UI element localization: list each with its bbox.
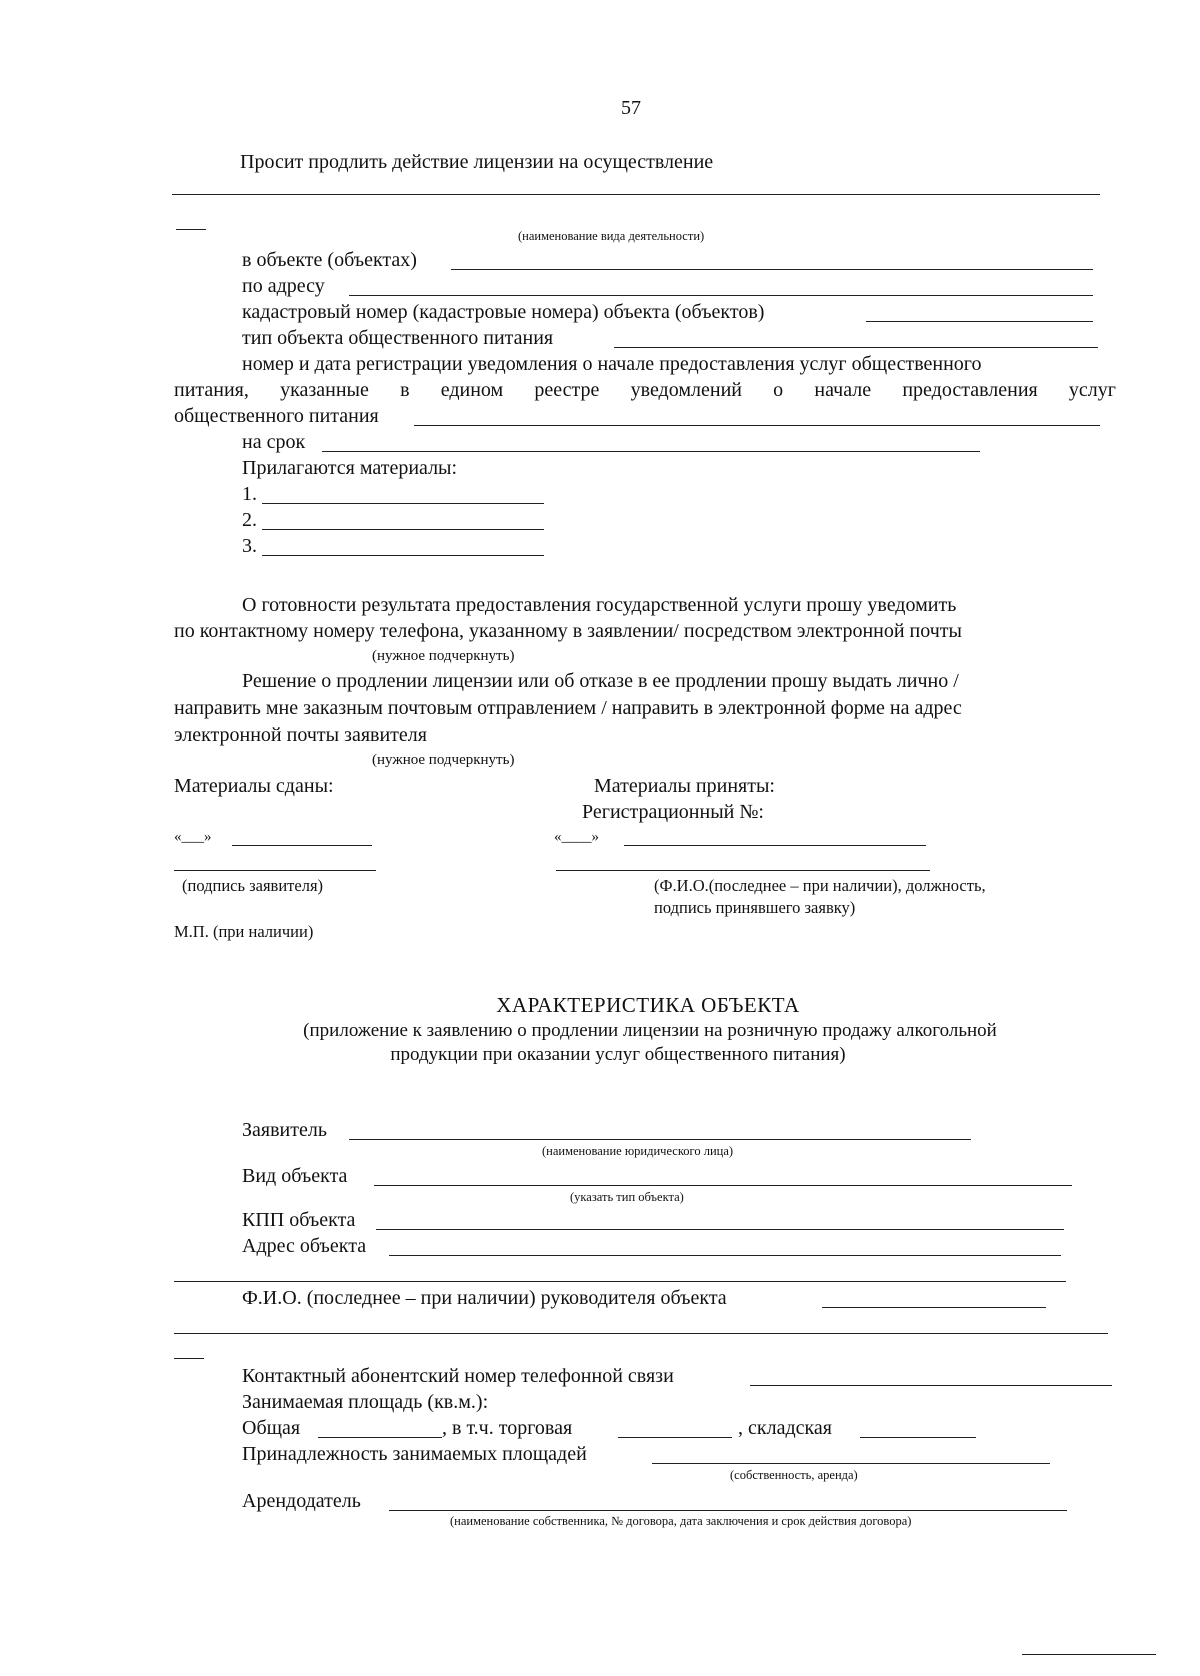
- catering-type-label: тип объекта общественного питания: [242, 327, 554, 349]
- area-label: Занимаемая площадь (кв.м.):: [242, 1391, 489, 1413]
- request-intro: Просит продлить действие лицензии на осуществление: [240, 151, 714, 173]
- activity-caption: (наименование вида деятельности): [518, 229, 705, 243]
- manager-label: Ф.И.О. (последнее – при наличии) руководителя объекта: [242, 1287, 727, 1309]
- date-right-line[interactable]: [624, 845, 926, 846]
- applicant-label: Заявитель: [242, 1119, 327, 1141]
- area-retail-label: , в т.ч. торговая: [442, 1417, 573, 1439]
- notify-line2: по контактному номеру телефона, указанному в заявлении/ посредством электронной почты: [174, 620, 962, 642]
- characteristics-subtitle-line1: (приложение к заявлению о продлении лицензии на розничную продажу алкогольной: [303, 1020, 997, 1041]
- area-total-line[interactable]: [318, 1437, 442, 1438]
- applicant-caption: (наименование юридического лица): [542, 1144, 734, 1158]
- area-storage-line[interactable]: [860, 1437, 976, 1438]
- seal-caption: М.П. (при наличии): [174, 922, 314, 941]
- materials-accepted-label: Материалы приняты:: [594, 775, 775, 797]
- object-type-caption: (указать тип объекта): [570, 1190, 684, 1204]
- manager-line-2[interactable]: [174, 1333, 1108, 1334]
- object-type-line[interactable]: [374, 1185, 1072, 1186]
- area-total-label: Общая: [242, 1417, 301, 1439]
- term-label: на срок: [242, 431, 306, 453]
- landlord-label: Арендодатель: [242, 1490, 361, 1512]
- date-right: «____»: [554, 829, 599, 845]
- margin-dash: [176, 229, 206, 230]
- ownership-label: Принадлежность занимаемых площадей: [242, 1443, 587, 1465]
- phone-label: Контактный абонентский номер телефонной связи: [242, 1365, 674, 1387]
- margin-dash-2: [174, 1358, 204, 1359]
- characteristics-title: ХАРАКТЕРИСТИКА ОБЪЕКТА: [496, 993, 800, 1017]
- attachments-label: Прилагаются материалы:: [242, 457, 458, 479]
- address-line[interactable]: [349, 295, 1093, 296]
- activity-line[interactable]: [172, 194, 1100, 195]
- materials-submitted-label: Материалы сданы:: [174, 775, 334, 797]
- decision-line1: Решение о продлении лицензии или об отказе в ее продлении прошу выдать лично /: [242, 670, 959, 692]
- decision-line3: электронной почты заявителя: [174, 724, 427, 746]
- notification-line2: питания, указанные в едином реестре уведомлений о начале предоставления услуг: [174, 379, 1116, 401]
- landlord-line[interactable]: [389, 1510, 1067, 1511]
- object-address-line-2[interactable]: [174, 1281, 1066, 1282]
- ownership-line[interactable]: [652, 1463, 1050, 1464]
- decision-line2: направить мне заказным почтовым отправлением / направить в электронной форме на адрес: [174, 697, 962, 719]
- attachment-3-line[interactable]: [262, 555, 544, 556]
- kpp-line[interactable]: [376, 1229, 1064, 1230]
- manager-line[interactable]: [822, 1307, 1046, 1308]
- applicant-signature-caption: (подпись заявителя): [182, 876, 324, 895]
- date-left: «___»: [174, 829, 212, 845]
- notify-hint: (нужное подчеркнуть): [372, 648, 515, 664]
- registration-number-label: Регистрационный №:: [582, 801, 764, 823]
- address-label: по адресу: [242, 275, 325, 297]
- object-label: в объекте (объектах): [242, 249, 417, 271]
- notification-line[interactable]: [414, 425, 1100, 426]
- notify-line1: О готовности результата предоставления государственной услуги прошу уведомить: [242, 594, 957, 616]
- notification-line3: общественного питания: [174, 405, 379, 427]
- phone-line[interactable]: [750, 1385, 1112, 1386]
- acceptor-caption-line1: (Ф.И.О.(последнее – при наличии), должность,: [654, 876, 986, 895]
- ownership-caption: (собственность, аренда): [730, 1468, 858, 1482]
- page-number: 57: [621, 97, 641, 119]
- area-retail-line[interactable]: [618, 1437, 732, 1438]
- cadastral-line[interactable]: [866, 321, 1093, 322]
- decision-hint: (нужное подчеркнуть): [372, 752, 515, 768]
- applicant-signature-line[interactable]: [174, 870, 376, 871]
- characteristics-subtitle-line2: продукции при оказании услуг общественного питания): [390, 1044, 846, 1065]
- catering-type-line[interactable]: [614, 347, 1098, 348]
- acceptor-signature-line[interactable]: [556, 870, 930, 871]
- landlord-caption: (наименование собственника, № договора, дата заключения и срок действия договора): [450, 1514, 912, 1528]
- kpp-label: КПП объекта: [242, 1209, 356, 1231]
- attachment-2-line[interactable]: [262, 529, 544, 530]
- date-left-line[interactable]: [232, 845, 372, 846]
- acceptor-caption-line2: подпись принявшего заявку): [654, 898, 856, 917]
- object-line[interactable]: [451, 269, 1093, 270]
- term-line[interactable]: [322, 451, 980, 452]
- cadastral-label: кадастровый номер (кадастровые номера) объекта (объектов): [242, 301, 765, 323]
- attachment-1: 1.: [242, 483, 257, 505]
- attachment-1-line[interactable]: [262, 503, 544, 504]
- object-address-label: Адрес объекта: [242, 1235, 367, 1257]
- footer-rule: [1022, 1654, 1156, 1655]
- attachment-2: 2.: [242, 509, 257, 531]
- object-address-line[interactable]: [389, 1255, 1061, 1256]
- area-storage-label: , складская: [738, 1417, 832, 1439]
- attachment-3: 3.: [242, 535, 257, 557]
- applicant-line[interactable]: [349, 1139, 971, 1140]
- object-type-label: Вид объекта: [242, 1165, 348, 1187]
- notification-line1: номер и дата регистрации уведомления о начале предоставления услуг общественного: [242, 353, 982, 375]
